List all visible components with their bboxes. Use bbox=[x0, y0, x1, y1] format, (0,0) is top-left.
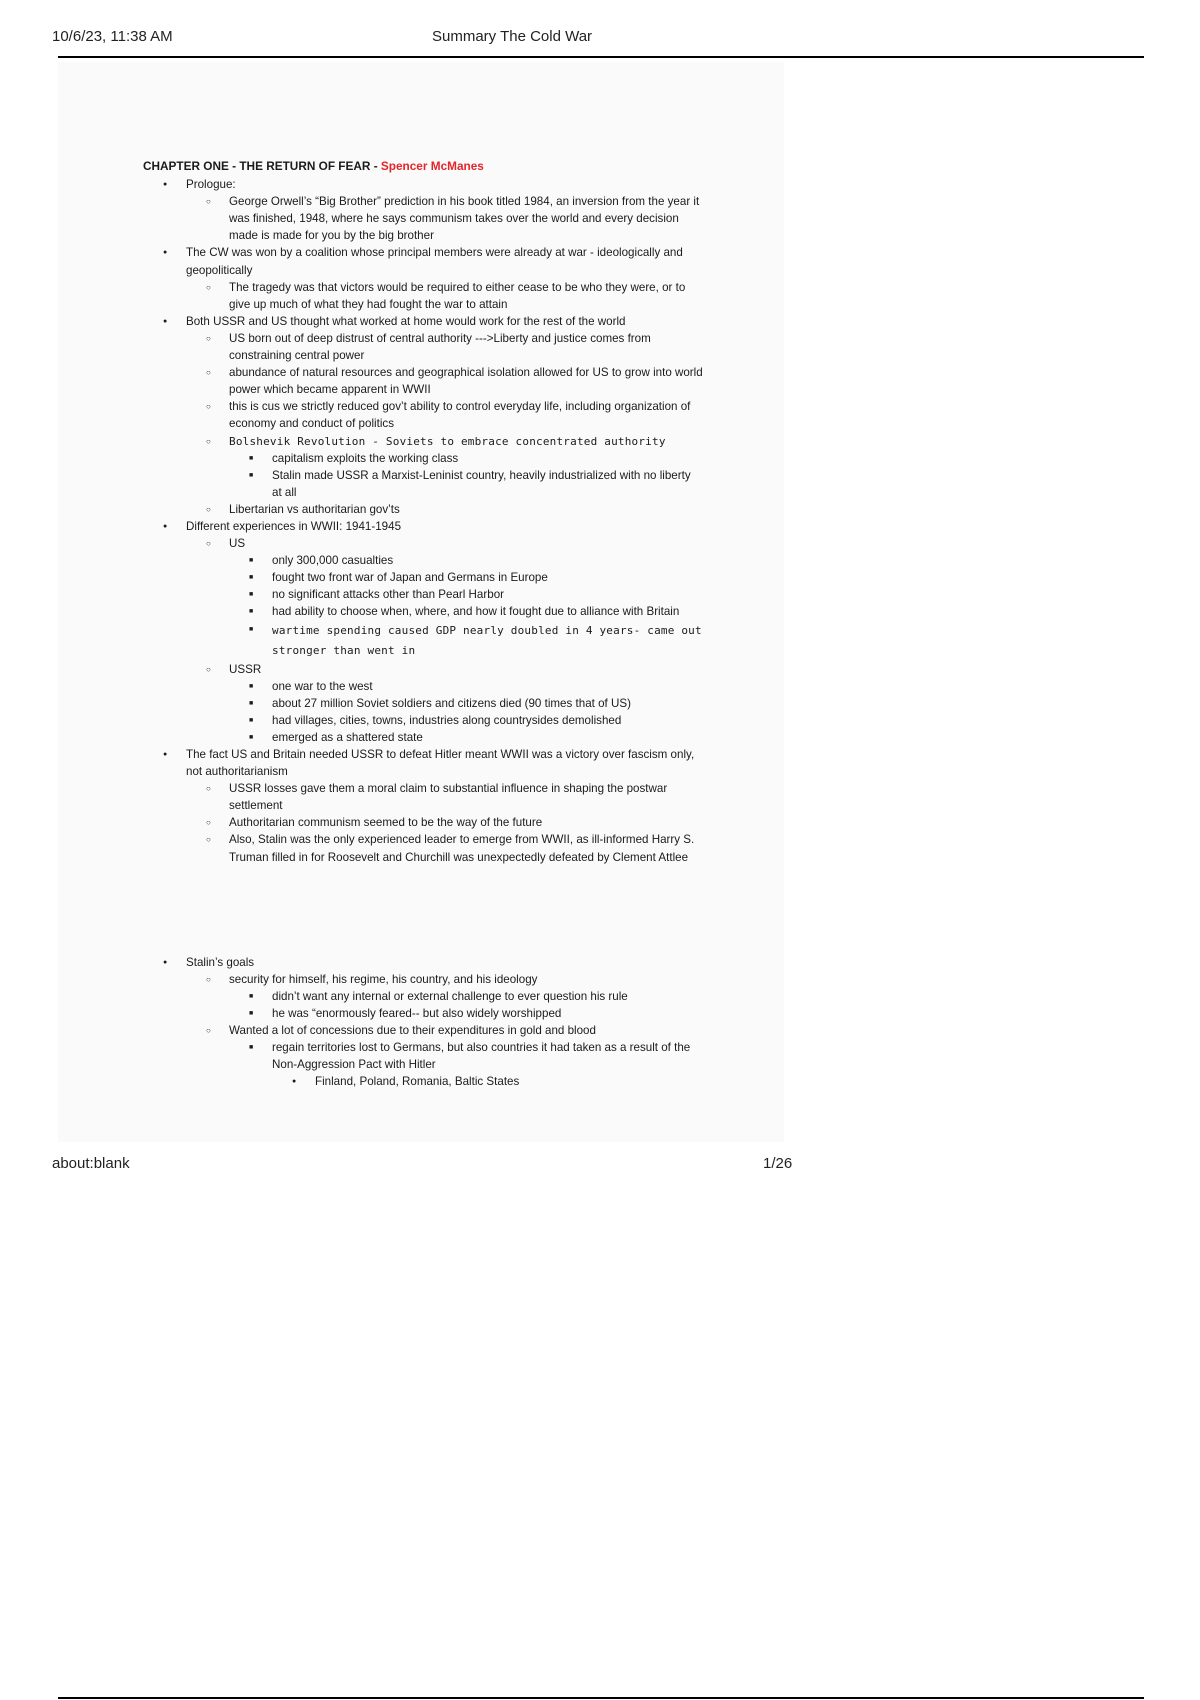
list-item bbox=[229, 586, 703, 603]
list-item-text: fought two front war of Japan and Germans in Europe bbox=[272, 571, 548, 585]
list-item bbox=[186, 535, 703, 660]
list-item bbox=[143, 954, 703, 1091]
sub-list bbox=[186, 780, 703, 865]
list-item bbox=[229, 552, 703, 569]
list-item bbox=[186, 661, 703, 746]
sub-list bbox=[229, 678, 703, 746]
list-item bbox=[143, 244, 703, 312]
list-item bbox=[229, 678, 703, 695]
document-page bbox=[58, 62, 784, 1142]
list-item bbox=[186, 1022, 703, 1090]
list-item-text: Wanted a lot of concessions due to their expenditures in gold and blood bbox=[229, 1024, 596, 1038]
list-item bbox=[143, 176, 703, 244]
list-item-text: this is cus we strictly reduced gov’t ability to control everyday life, including organization of economy and conduct of politics bbox=[229, 400, 691, 431]
header-datetime: 10/6/23, 11:38 AM bbox=[52, 28, 173, 45]
list-item-text: Stalin made USSR a Marxist-Leninist country, heavily industrialized with no liberty at all bbox=[272, 468, 691, 499]
header-title: Summary The Cold War bbox=[432, 28, 593, 45]
list-item-text: Stalin’s goals bbox=[186, 955, 255, 969]
list-item-text: regain territories lost to Germans, but also countries it had taken as a result of the Non-Aggression Pact with Hitler bbox=[272, 1041, 691, 1072]
list-item bbox=[186, 501, 703, 518]
list-item-text: no significant attacks other than Pearl Harbor bbox=[272, 588, 504, 602]
chapter-author: Spencer McManes bbox=[380, 159, 484, 173]
sub-list bbox=[186, 193, 703, 244]
list-item-text: USSR losses gave them a moral claim to substantial influence in shaping the postwar settlement bbox=[229, 782, 668, 813]
footer-url: about:blank bbox=[52, 1155, 130, 1172]
list-item-text: Both USSR and US thought what worked at home would work for the rest of the world bbox=[186, 314, 626, 328]
list-item bbox=[229, 729, 703, 746]
list-item-text: Prologue: bbox=[186, 178, 236, 192]
list-item bbox=[186, 831, 703, 865]
sub-list bbox=[186, 971, 703, 1091]
list-item bbox=[143, 518, 703, 746]
list-item bbox=[229, 988, 703, 1005]
list-item-text: one war to the west bbox=[272, 679, 373, 693]
list-item bbox=[186, 433, 703, 501]
header-divider bbox=[58, 56, 1144, 58]
list-item-text: The CW was won by a coalition whose principal members were already at war - ideologically and geopolitically bbox=[186, 246, 683, 277]
list-item-text: had ability to choose when, where, and how it fought due to alliance with Britain bbox=[272, 605, 680, 619]
list-item bbox=[229, 467, 703, 501]
list-item bbox=[186, 814, 703, 831]
list-item-text: abundance of natural resources and geographical isolation allowed for US to grow into world power which became apparent in WWII bbox=[229, 366, 703, 397]
list-item-text: USSR bbox=[229, 662, 262, 676]
list-item bbox=[229, 569, 703, 586]
sub-list bbox=[186, 279, 703, 313]
list-item-text: had villages, cities, towns, industries along countrysides demolished bbox=[272, 713, 622, 727]
list-item bbox=[186, 398, 703, 432]
sub-list bbox=[229, 988, 703, 1022]
footer-page-number: 1/26 bbox=[763, 1155, 793, 1172]
bottom-divider bbox=[58, 1697, 1144, 1699]
outline-list bbox=[143, 176, 703, 866]
list-item bbox=[272, 1073, 703, 1090]
list-item bbox=[186, 780, 703, 814]
chapter-heading bbox=[143, 158, 703, 175]
list-item bbox=[186, 193, 703, 244]
list-item bbox=[229, 1039, 703, 1090]
list-item-text: Authoritarian communism seemed to be the way of the future bbox=[229, 816, 543, 830]
list-item-text: The tragedy was that victors would be required to either cease to be who they were, or to give up much of what they had fought the war to attain bbox=[229, 280, 686, 311]
list-item-text: wartime spending caused GDP nearly doubled in 4 years- came out stronger than went in bbox=[272, 623, 702, 657]
list-item-text: only 300,000 casualties bbox=[272, 554, 394, 568]
list-item-text: US born out of deep distrust of central authority --->Liberty and justice comes from constraining central power bbox=[229, 331, 651, 363]
list-item-text: capitalism exploits the working class bbox=[272, 451, 459, 465]
list-item-text: security for himself, his regime, his country, and his ideology bbox=[229, 972, 538, 986]
list-item-text: Bolshevik Revolution - Soviets to embrace concentrated authority bbox=[229, 434, 666, 448]
list-item bbox=[229, 695, 703, 712]
sub-list bbox=[272, 1073, 703, 1090]
list-item bbox=[143, 746, 703, 866]
list-item-text: emerged as a shattered state bbox=[272, 730, 423, 744]
outline-list bbox=[143, 954, 703, 1091]
list-item bbox=[186, 364, 703, 398]
list-item bbox=[229, 1005, 703, 1022]
list-item-text: Different experiences in WWII: 1941-1945 bbox=[186, 519, 402, 533]
sub-list bbox=[229, 450, 703, 501]
list-item-text: he was “enormously feared-- but also widely worshipped bbox=[272, 1006, 562, 1020]
list-item bbox=[143, 313, 703, 518]
document-body bbox=[143, 158, 703, 1090]
list-item-text: US bbox=[229, 537, 246, 551]
page-gap bbox=[143, 866, 703, 954]
list-item-text: Finland, Poland, Romania, Baltic States bbox=[315, 1075, 520, 1089]
sub-list bbox=[229, 1039, 703, 1090]
list-item bbox=[186, 971, 703, 1022]
list-item bbox=[229, 712, 703, 729]
list-item bbox=[186, 330, 703, 364]
sub-list bbox=[186, 535, 703, 746]
list-item bbox=[186, 279, 703, 313]
chapter-title: CHAPTER ONE - THE RETURN OF FEAR - bbox=[143, 159, 381, 173]
list-item-text: Also, Stalin was the only experienced leader to emerge from WWII, as ill-informed Harry S. Truman filled in for Roosevelt and Churchill was unexpectedly defeated by Clement Attlee bbox=[229, 833, 695, 864]
list-item bbox=[229, 603, 703, 620]
list-item bbox=[229, 450, 703, 467]
list-item bbox=[229, 621, 703, 661]
list-item-text: about 27 million Soviet soldiers and citizens died (90 times that of US) bbox=[272, 696, 631, 710]
list-item-text: George Orwell’s “Big Brother” prediction in his book titled 1984, an inversion from the year it was finished, 1948, where he says communism takes over the world and every decision made is made for you by the big brother bbox=[229, 195, 700, 243]
sub-list bbox=[229, 552, 703, 660]
list-item-text: didn’t want any internal or external challenge to ever question his rule bbox=[272, 989, 628, 1003]
list-item-text: The fact US and Britain needed USSR to defeat Hitler meant WWII was a victory over fascism only, not authoritarianism bbox=[186, 748, 695, 779]
sub-list bbox=[186, 330, 703, 518]
list-item-text: Libertarian vs authoritarian gov’ts bbox=[229, 502, 400, 516]
